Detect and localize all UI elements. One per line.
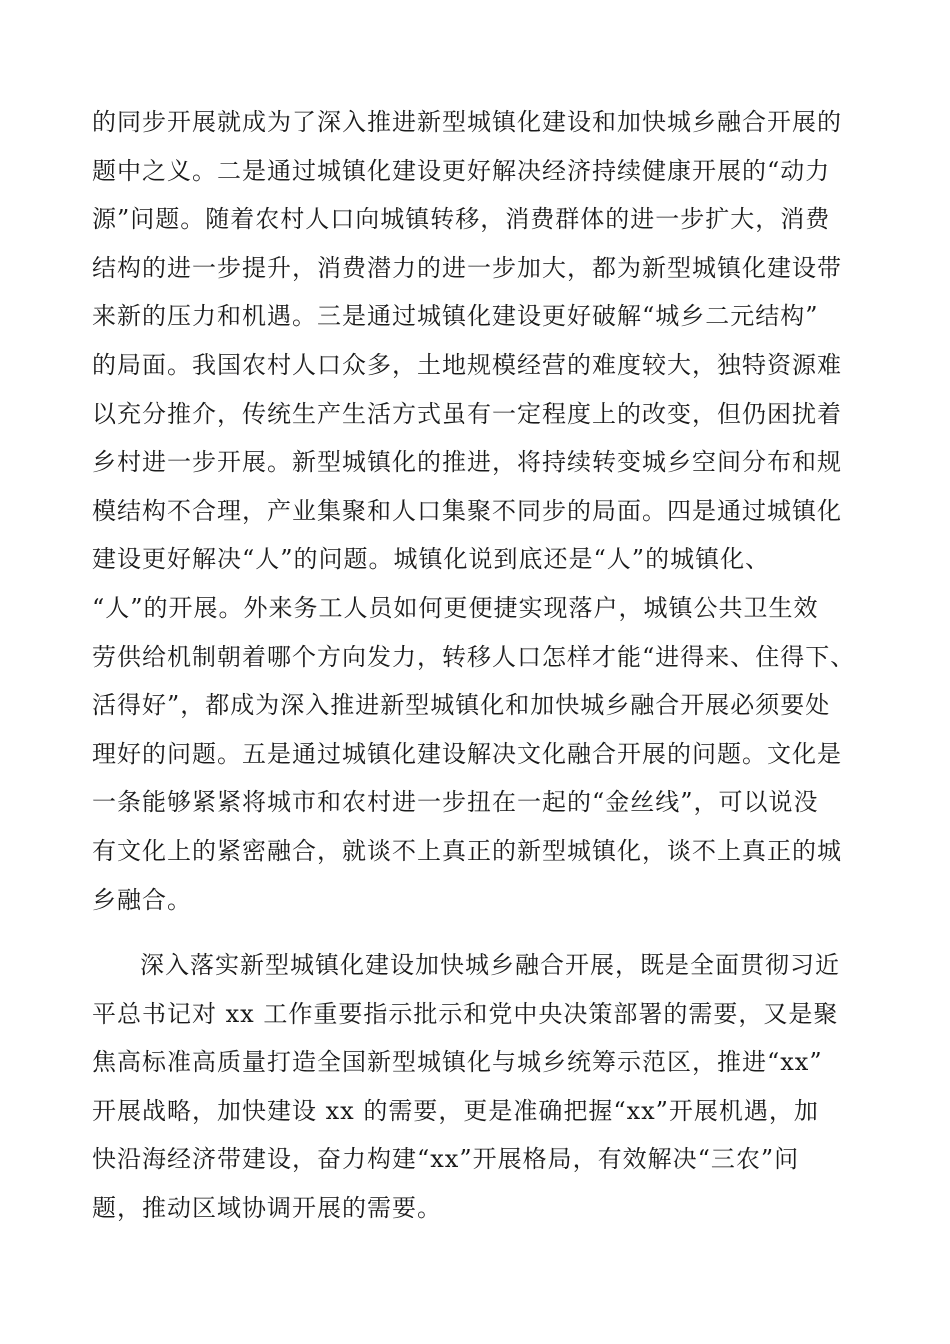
paragraph-1-line: 来新的压力和机遇。三是通过城镇化建设更好破解“城乡二元结构” xyxy=(92,302,819,331)
paragraph-1-line: 乡融合。 xyxy=(92,885,192,914)
paragraph-2-line: 平总书记对 xx 工作重要指示批示和党中央决策部署的需要，又是聚 xyxy=(92,999,839,1028)
paragraph-2 xyxy=(92,941,882,1233)
paragraph-1-line: 劳供给机制朝着哪个方向发力，转移人口怎样才能“进得来、住得下、 xyxy=(92,642,856,671)
paragraph-1-line: 结构的进一步提升，消费潜力的进一步加大，都为新型城镇化建设带 xyxy=(92,253,842,282)
paragraph-1-line: 源”问题。随着农村人口向城镇转移，消费群体的进一步扩大，消费 xyxy=(92,205,831,234)
paragraph-1-line: 一条能够紧紧将城市和农村进一步扭在一起的“金丝线”，可以说没 xyxy=(92,788,819,817)
paragraph-1-line: 的同步开展就成为了深入推进新型城镇化建设和加快城乡融合开展的 xyxy=(92,108,842,136)
paragraph-1-line: 题中之义。二是通过城镇化建设更好解决经济持续健康开展的“动力 xyxy=(92,156,831,185)
paragraph-1-line: 以充分推介，传统生产生活方式虽有一定程度上的改变，但仍困扰着 xyxy=(92,399,842,428)
paragraph-1-line: 理好的问题。五是通过城镇化建设解决文化融合开展的问题。文化是 xyxy=(92,739,842,768)
paragraph-1-line: 活得好”，都成为深入推进新型城镇化和加快城乡融合开展必须要处 xyxy=(92,691,831,720)
paragraph-2-line: 开展战略，加快建设 xx 的需要，更是准确把握“xx”开展机遇，加 xyxy=(92,1096,819,1125)
paragraph-1-line: 乡村进一步开展。新型城镇化的推进，将持续转变城乡空间分布和规 xyxy=(92,448,842,477)
paragraph-1-line: “人”的开展。外来务工人员如何更便捷实现落户，城镇公共卫生效 xyxy=(92,593,819,622)
paragraph-1-line: 模结构不合理，产业集聚和人口集聚不同步的局面。四是通过城镇化 xyxy=(92,496,842,525)
paragraph-1 xyxy=(92,98,882,924)
paragraph-2-line: 快沿海经济带建设，奋力构建“xx”开展格局，有效解决“三农”问 xyxy=(92,1145,800,1174)
paragraph-2-line: 题，推动区域协调开展的需要。 xyxy=(92,1193,442,1222)
paragraph-1-line: 建设更好解决“人”的问题。城镇化说到底还是“人”的城镇化、 xyxy=(92,545,771,574)
paragraph-2-line: 焦高标准高质量打造全国新型城镇化与城乡统筹示范区，推进“xx” xyxy=(92,1048,823,1077)
paragraph-1-line: 有文化上的紧密融合，就谈不上真正的新型城镇化，谈不上真正的城 xyxy=(92,836,842,865)
paragraph-1-line: 的局面。我国农村人口众多，土地规模经营的难度较大，独特资源难 xyxy=(92,350,842,379)
paragraph-2-line: 深入落实新型城镇化建设加快城乡融合开展，既是全面贯彻习近 xyxy=(140,951,840,979)
